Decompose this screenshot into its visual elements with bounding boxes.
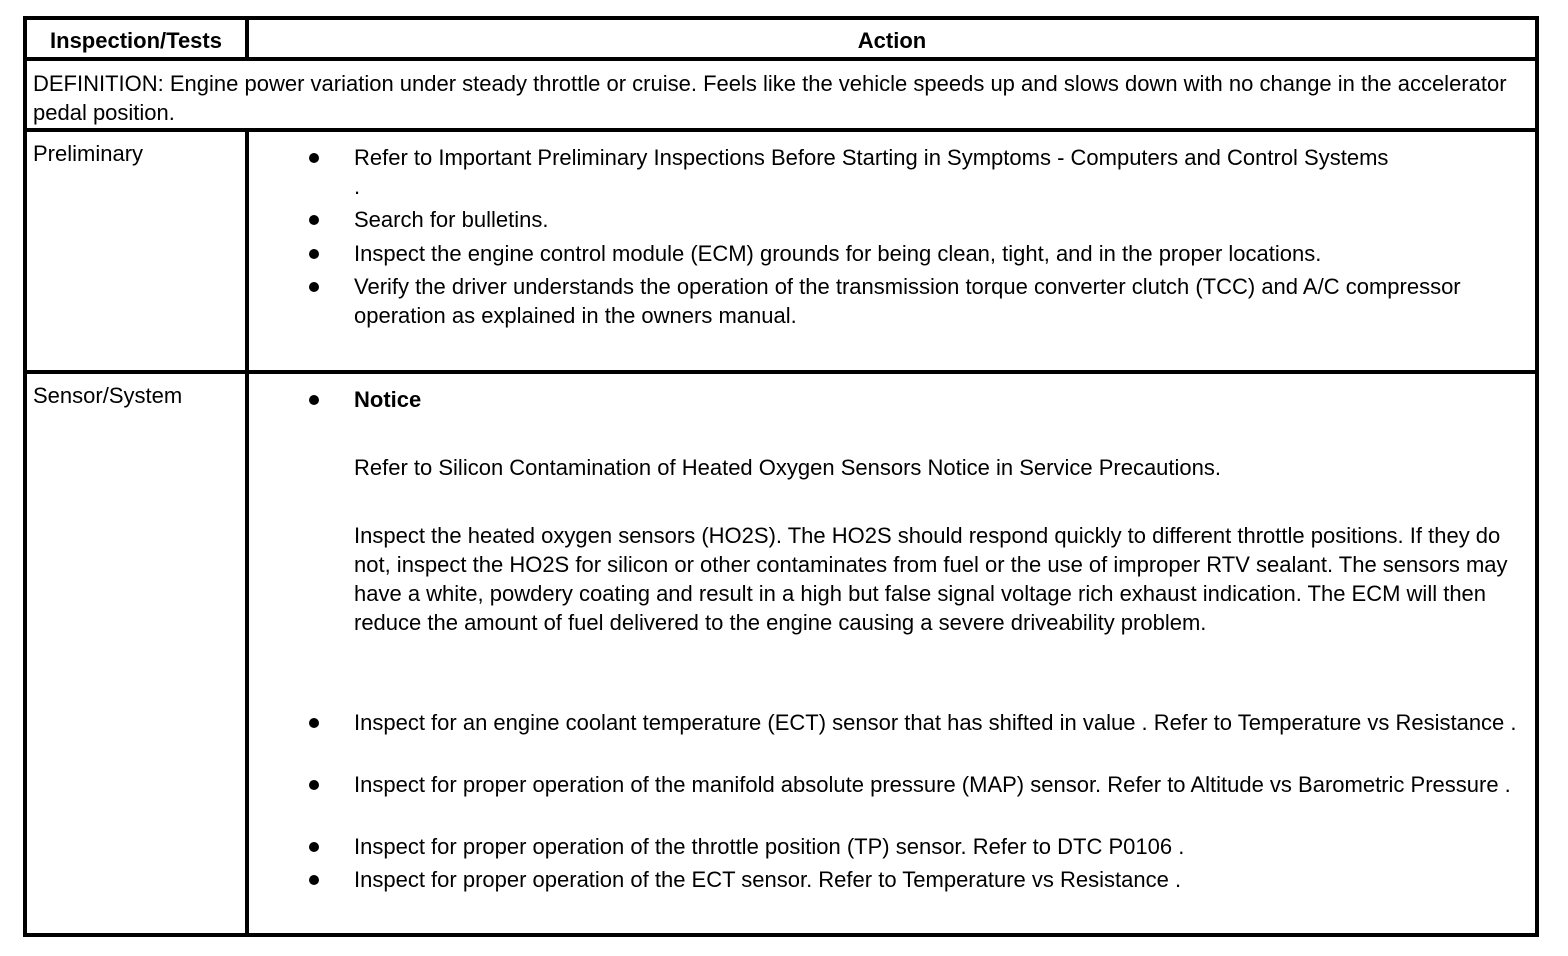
- body-column-divider: [245, 132, 249, 933]
- bullet-icon: [309, 249, 319, 259]
- header-action: Action: [857, 28, 927, 53]
- preliminary-item: Verify the driver understands the operation of the transmission torque converter clutch (TCC) and A/C compressor operation as explained in the owners manual.: [354, 274, 1461, 328]
- notice-body: Inspect the heated oxygen sensors (HO2S). The HO2S should respond quickly to different throttle positions. If they do not, inspect the HO2S for silicon or other contaminates from fuel or the use of improper RTV sealant. The sensors may have a white, powdery coating and result in a high but false signal voltage rich exhaust indication. The ECM will then reduce the amount of fuel delivered to the engine causing a severe driveability problem.: [354, 523, 1508, 635]
- diagnostic-table: [23, 16, 1539, 937]
- sensor-item: Inspect for an engine coolant temperature (ECT) sensor that has shifted in value . Refer to Temperature vs Resistance .: [354, 710, 1517, 735]
- definition-text: DEFINITION: Engine power variation under steady throttle or cruise. Feels like the vehicle speeds up and slows down with no change in the accelerator pedal position.: [33, 71, 1507, 125]
- bullet-icon: [309, 282, 319, 292]
- preliminary-item: Search for bulletins.: [354, 207, 549, 232]
- bullet-icon: [309, 780, 319, 790]
- bullet-icon: [309, 395, 319, 405]
- preliminary-label: Preliminary: [33, 141, 144, 166]
- header-inspection-tests: Inspection/Tests: [50, 28, 222, 53]
- sensor-item: Inspect for proper operation of the throttle position (TP) sensor. Refer to DTC P0106 .: [354, 834, 1185, 859]
- notice-reference: Refer to Silicon Contamination of Heated Oxygen Sensors Notice in Service Precautions.: [354, 455, 1221, 480]
- sensor-item: Inspect for proper operation of the ECT sensor. Refer to Temperature vs Resistance .: [354, 867, 1182, 892]
- preliminary-item-continuation: .: [354, 174, 361, 199]
- header-divider: [27, 57, 1535, 61]
- bullet-icon: [309, 215, 319, 225]
- sensor-item: Inspect for proper operation of the manifold absolute pressure (MAP) sensor. Refer to Altitude vs Barometric Pressure .: [354, 772, 1511, 797]
- sensor-system-label: Sensor/System: [33, 383, 183, 408]
- preliminary-item: Inspect the engine control module (ECM) grounds for being clean, tight, and in the proper locations.: [354, 241, 1322, 266]
- bullet-icon: [309, 153, 319, 163]
- bullet-icon: [309, 875, 319, 885]
- bullet-icon: [309, 718, 319, 728]
- preliminary-item: Refer to Important Preliminary Inspections Before Starting in Symptoms - Computers and Control Systems: [354, 145, 1389, 170]
- preliminary-divider: [27, 370, 1535, 374]
- definition-divider: [27, 128, 1535, 132]
- bullet-icon: [309, 842, 319, 852]
- notice-title: Notice: [354, 387, 422, 412]
